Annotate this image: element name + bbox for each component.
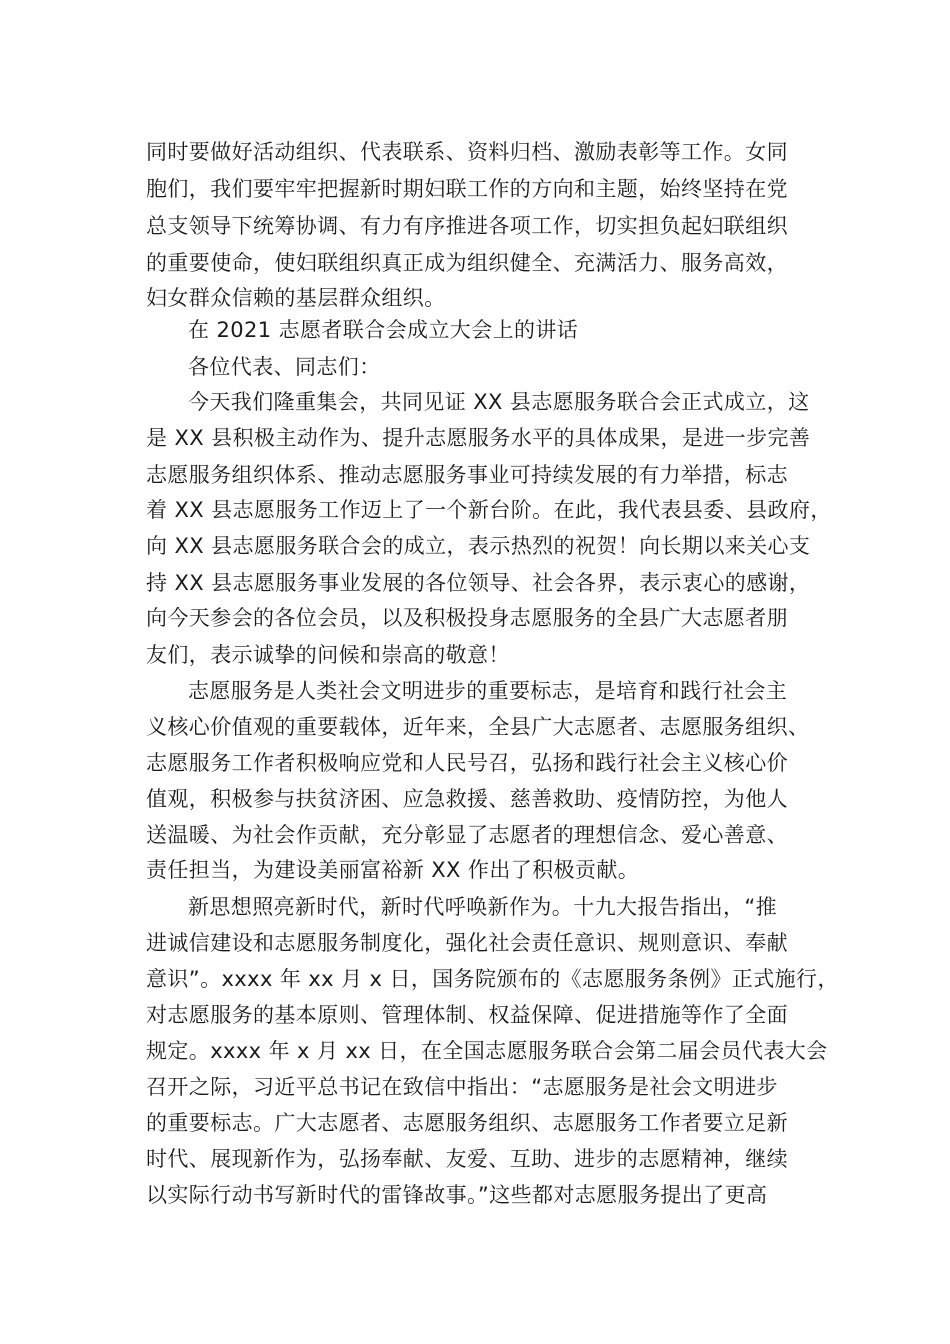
text-line: 总支领导下统筹协调、有力有序推进各项工作，切实担负起妇联组织 — [146, 214, 788, 238]
text-line: 进诚信建设和志愿服务制度化，强化社会责任意识、规则意识、奉献 — [146, 931, 788, 955]
text-line: 着 XX 县志愿服务工作迈上了一个新台阶。在此，我代表县委、县政府， — [146, 498, 832, 522]
text-line: 时代、展现新作为，弘扬奉献、友爱、互助、进步的志愿精神，继续 — [146, 1147, 788, 1171]
text-line: 对志愿服务的基本原则、管理体制、权益保障、促进措施等作了全面 — [146, 1003, 788, 1027]
text-line: 新思想照亮新时代，新时代呼唤新作为。十九大报告指出，“推 — [188, 895, 778, 919]
text-line: 意识”。xxxx 年 xx 月 x 日，国务院颁布的《志愿服务条例》正式施行， — [146, 967, 839, 991]
text-line: 的重要使命，使妇联组织真正成为组织健全、充满活力、服务高效， — [146, 251, 788, 275]
text-line: 规定。xxxx 年 x 月 xx 日，在全国志愿服务联合会第二届会员代表大会 — [146, 1039, 828, 1063]
text-line: 责任担当，为建设美丽富裕新 XX 作出了积极贡献。 — [146, 858, 640, 882]
text-line: 向今天参会的各位会员，以及积极投身志愿服务的全县广大志愿者朋 — [146, 606, 788, 630]
text-line: 同时要做好活动组织、代表联系、资料归档、激励表彰等工作。女同 — [146, 140, 788, 164]
text-line: 义核心价值观的重要载体，近年来，全县广大志愿者、志愿服务组织、 — [146, 715, 810, 739]
text-line: 送温暖、为社会作贡献，充分彰显了志愿者的理想信念、爱心善意、 — [146, 823, 788, 847]
text-line: 以实际行动书写新时代的雷锋故事。”这些都对志愿服务提出了更高 — [146, 1183, 768, 1207]
text-line: 值观，积极参与扶贫济困、应急救援、慈善救助、疫情防控，为他人 — [146, 787, 788, 811]
text-line: 召开之际，习近平总书记在致信中指出：“志愿服务是社会文明进步 — [146, 1075, 778, 1099]
speech-title: 在 2021 志愿者联合会成立大会上的讲话 — [188, 318, 579, 342]
text-line: 向 XX 县志愿服务联合会的成立，表示热烈的祝贺！向长期以来关心支 — [146, 534, 811, 558]
text-line: 是 XX 县积极主动作为、提升志愿服务水平的具体成果，是进一步完善 — [146, 426, 811, 450]
text-line: 志愿服务是人类社会文明进步的重要标志，是培育和践行社会主 — [188, 679, 788, 703]
text-line: 志愿服务组织体系、推动志愿服务事业可持续发展的有力举措，标志 — [146, 463, 788, 487]
text-line: 妇女群众信赖的基层群众组织。 — [146, 286, 446, 310]
text-line: 志愿服务工作者积极响应党和人民号召，弘扬和践行社会主义核心价 — [146, 751, 788, 775]
text-line: 胞们，我们要牢牢把握新时期妇联工作的方向和主题，始终坚持在党 — [146, 177, 788, 201]
text-line: 持 XX 县志愿服务事业发展的各位领导、社会各界，表示衷心的感谢， — [146, 571, 811, 595]
text-line: 友们，表示诚挚的问候和崇高的敬意！ — [146, 643, 510, 667]
salutation: 各位代表、同志们： — [188, 355, 381, 379]
text-line: 的重要标志。广大志愿者、志愿服务组织、志愿服务工作者要立足新 — [146, 1111, 788, 1135]
text-line: 今天我们隆重集会，共同见证 XX 县志愿服务联合会正式成立，这 — [188, 390, 810, 414]
